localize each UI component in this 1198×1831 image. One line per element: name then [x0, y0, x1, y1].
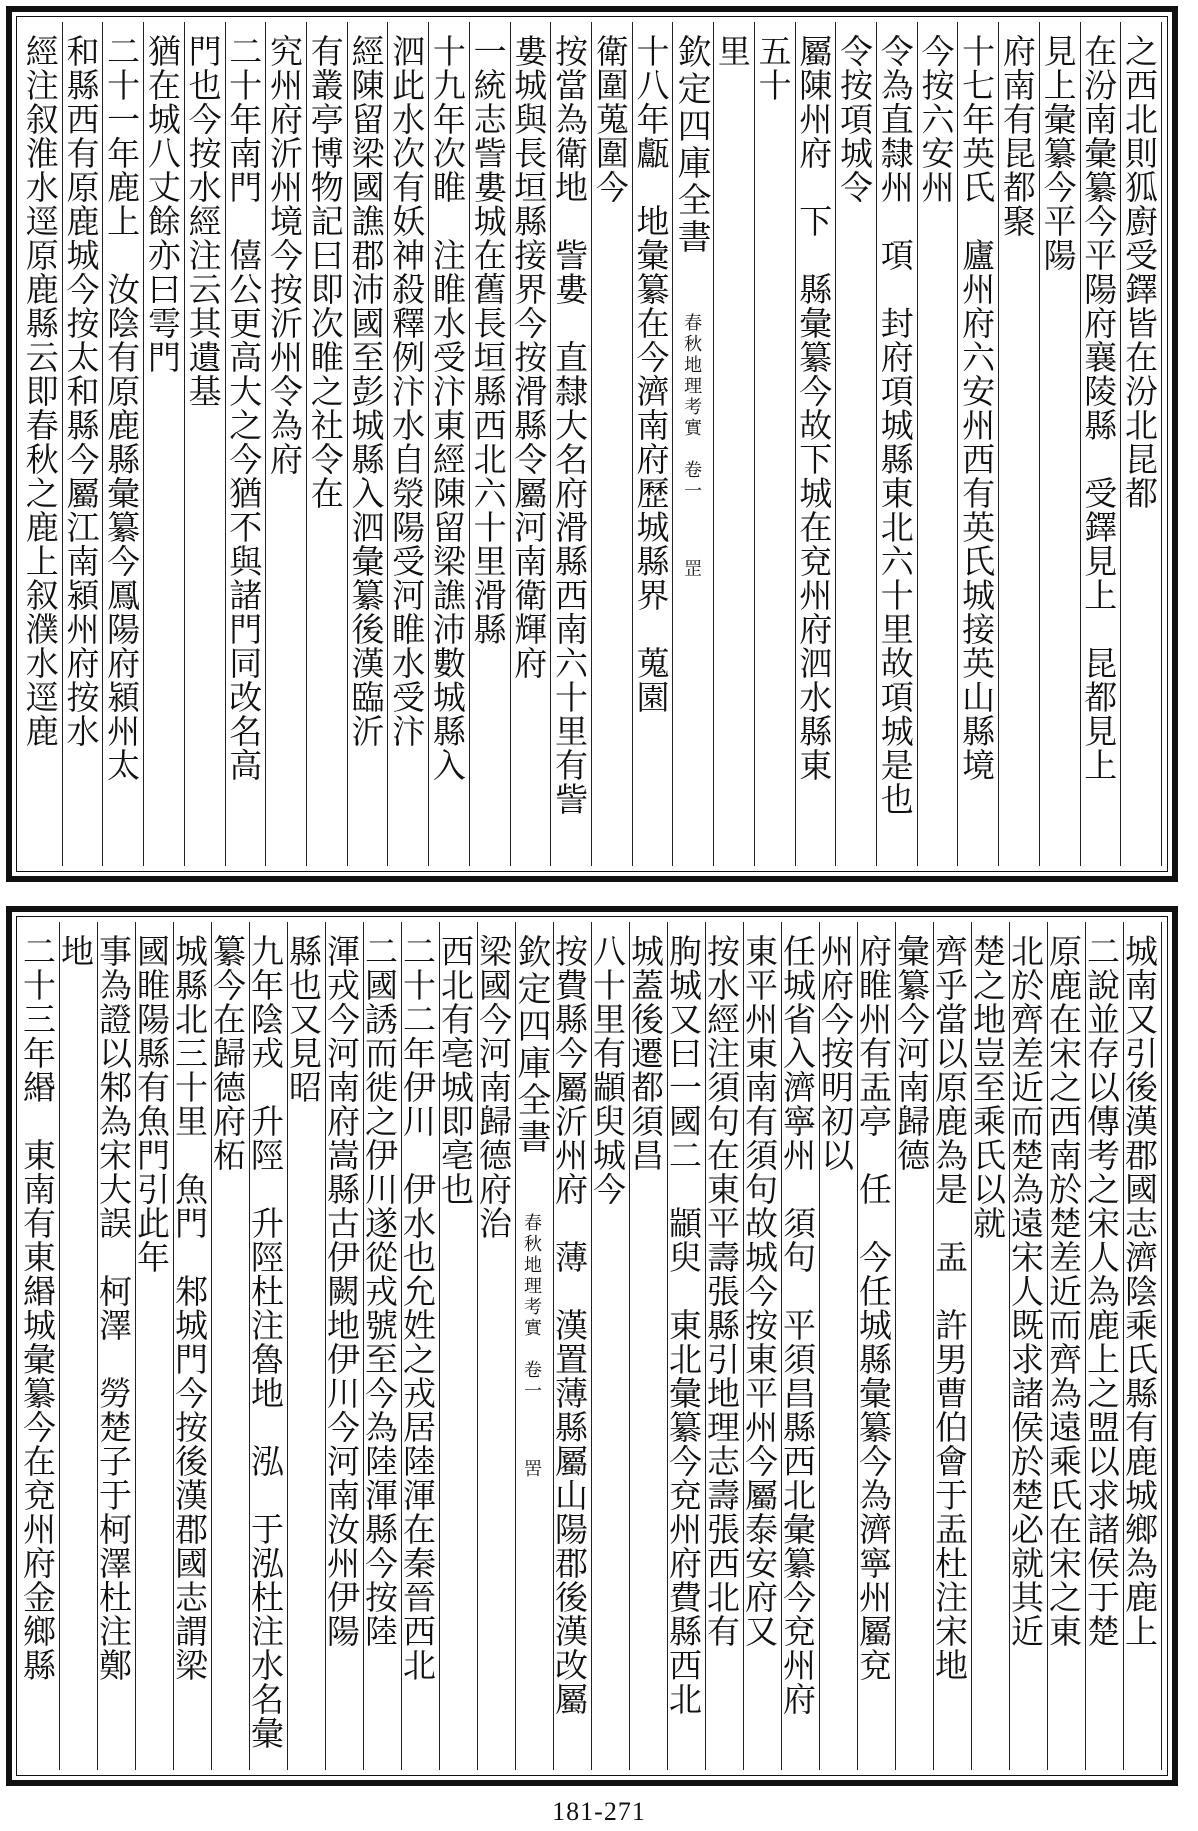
text-column: 二國誘而徙之伊川遂從戎號至今為陸渾縣今按陸 — [364, 922, 402, 1770]
text-column: 國睢陽縣有魚門引此年 — [136, 922, 174, 1770]
text-column: 城南又引後漢郡國志濟陰乘氏縣有鹿城鄉為鹿上 — [1124, 922, 1162, 1770]
text-column: 彙纂今河南歸德 — [896, 922, 934, 1770]
text-column: 經陳留梁國譙郡沛國至彭城縣入泗彙纂後漢臨沂 — [348, 22, 389, 866]
text-column: 屬陳州府 下 縣彙纂今故下城在兗州府泗水縣東 — [796, 22, 837, 866]
text-column: 任城省入濟寧州 須句 平須昌縣西北彙纂今兗州府 — [782, 922, 820, 1770]
bottom-page-frame — [6, 906, 1178, 1786]
text-column: 令按項城令 — [836, 22, 877, 866]
text-column: 二說並存以傳考之宋人為鹿上之盟以求諸侯于楚 — [1086, 922, 1124, 1770]
text-column: 府南有昆都聚 — [999, 22, 1040, 866]
top-page-columns — [22, 22, 1162, 866]
text-column: 十七年英氏 廬州府六安州西有英氏城接英山縣境 — [958, 22, 999, 866]
top-page-frame — [6, 6, 1178, 882]
text-column: 令為直隸州 項 封府項城縣東北六十里故項城是也 — [877, 22, 918, 866]
text-column: 二十二年伊川 伊水也允姓之戎居陸渾在秦晉西北 — [402, 922, 440, 1770]
text-column: 地 — [60, 922, 98, 1770]
text-column: 今按六安州 — [918, 22, 959, 866]
text-column: 五十 — [755, 22, 796, 866]
text-column: 二十三年緡 東南有東緡城彙纂今在兗州府金鄉縣 — [22, 922, 60, 1770]
text-column: 究州府沂州境今按沂州令為府 — [266, 22, 307, 866]
text-column: 事為證以邾為宋大誤 柯澤 勞楚子于柯澤杜注鄭 — [98, 922, 136, 1770]
text-column: 纂今在歸德府柘 — [212, 922, 250, 1770]
text-column: 門也今按水經注云其遺基 — [185, 22, 226, 866]
text-column: 一統志訾婁城在舊長垣縣西北六十里滑縣 — [470, 22, 511, 866]
text-column: 東平州東南有須句故城今按東平州今屬泰安府又 — [744, 922, 782, 1770]
text-column: 縣也又見昭 — [288, 922, 326, 1770]
text-column: 梁國今河南歸德府治 — [478, 922, 516, 1770]
text-column: 楚之地豈至乘氏以就 — [972, 922, 1010, 1770]
text-column: 按費縣今屬沂州府 薄 漢置薄縣屬山陽郡後漢改屬 — [554, 922, 592, 1770]
page-number: 罡 — [681, 559, 703, 580]
text-column: 里 — [714, 22, 755, 866]
volume-label: 春秋地理考實 卷一 — [681, 313, 703, 502]
text-column: 之西北則狐廚受鐸皆在汾北昆都 — [1121, 22, 1162, 866]
text-column: 按當為衛地 訾婁 直隸大名府滑縣西南六十里有訾 — [551, 22, 592, 866]
text-column: 婁城與長垣縣接界今按滑縣令屬河南衛輝府 — [511, 22, 552, 866]
text-column: 府睢州有盂亭 任 今任城縣彙纂今為濟寧州屬兗 — [858, 922, 896, 1770]
page-number: 罟 — [521, 1459, 542, 1480]
text-column: 城蓋後遷都須昌 — [630, 922, 668, 1770]
text-column: 北於齊差近而楚為遠宋人既求諸侯於楚必就其近 — [1010, 922, 1048, 1770]
text-column: 二十一年鹿上 汝陰有原鹿縣彙纂今鳳陽府潁州太 — [103, 22, 144, 866]
text-column: 齊乎當以原鹿為是 盂 許男曹伯會于盂杜注宋地 — [934, 922, 972, 1770]
text-column: 經注叙淮水逕原鹿縣云即春秋之鹿上叙濮水逕鹿 — [22, 22, 63, 866]
text-column: 和縣西有原鹿城今按太和縣今屬江南潁州府按水 — [63, 22, 104, 866]
text-column: 有叢亭博物記曰即次睢之社令在 — [307, 22, 348, 866]
text-column: 泗此水次有妖神殺釋例汴水自滎陽受河睢水受汴 — [388, 22, 429, 866]
bottom-page-columns — [18, 922, 1162, 1770]
text-column: 城縣北三十里 魚門 邾城門今按後漢郡國志謂梁 — [174, 922, 212, 1770]
text-column: 按水經注須句在東平壽張縣引地理志壽張西北有 — [706, 922, 744, 1770]
text-column: 在汾南彙纂今平陽府襄陵縣 受鐸見上 昆都見上 — [1081, 22, 1122, 866]
text-column: 八十里有顓臾城今 — [592, 922, 630, 1770]
text-column: 十八年甗 地彙纂在今濟南府歷城縣界 蒐園 — [633, 22, 674, 866]
text-column: 二十年南門 僖公更高大之今猶不與諸門同改名高 — [226, 22, 267, 866]
text-column: 十九年次睢 注睢水受汴東經陳留梁譙沛數城縣入 — [429, 22, 470, 866]
center-fold-column — [511, 922, 554, 1770]
page-footer-number: 181-271 — [552, 1797, 646, 1826]
text-column: 猶在城八丈餘亦曰雩門 — [144, 22, 185, 866]
text-column: 見上彙纂今平陽 — [1040, 22, 1081, 866]
text-column: 州府今按明初以 — [820, 922, 858, 1770]
text-column: 衛圍蒐圍今 — [592, 22, 633, 866]
center-fold-column — [673, 22, 714, 866]
text-column: 西北有亳城即亳也 — [440, 922, 478, 1770]
text-column: 九年陰戎 升陘 升陘杜注魯地 泓 于泓杜注水名彙 — [250, 922, 288, 1770]
text-column: 原鹿在宋之西南於楚差近而齊為遠乘氏在宋之東 — [1048, 922, 1086, 1770]
text-column: 朐城又曰一國二 顓臾 東北彙纂今兗州府費縣西北 — [668, 922, 706, 1770]
book-title-header: 欽定四庫全書 — [671, 34, 712, 256]
volume-label: 春秋地理考實 卷一 — [521, 1213, 542, 1402]
book-title-header: 欽定四庫全書 — [511, 934, 551, 1156]
text-column: 渾戎今河南府嵩縣古伊闕地伊川今河南汝州伊陽 — [326, 922, 364, 1770]
